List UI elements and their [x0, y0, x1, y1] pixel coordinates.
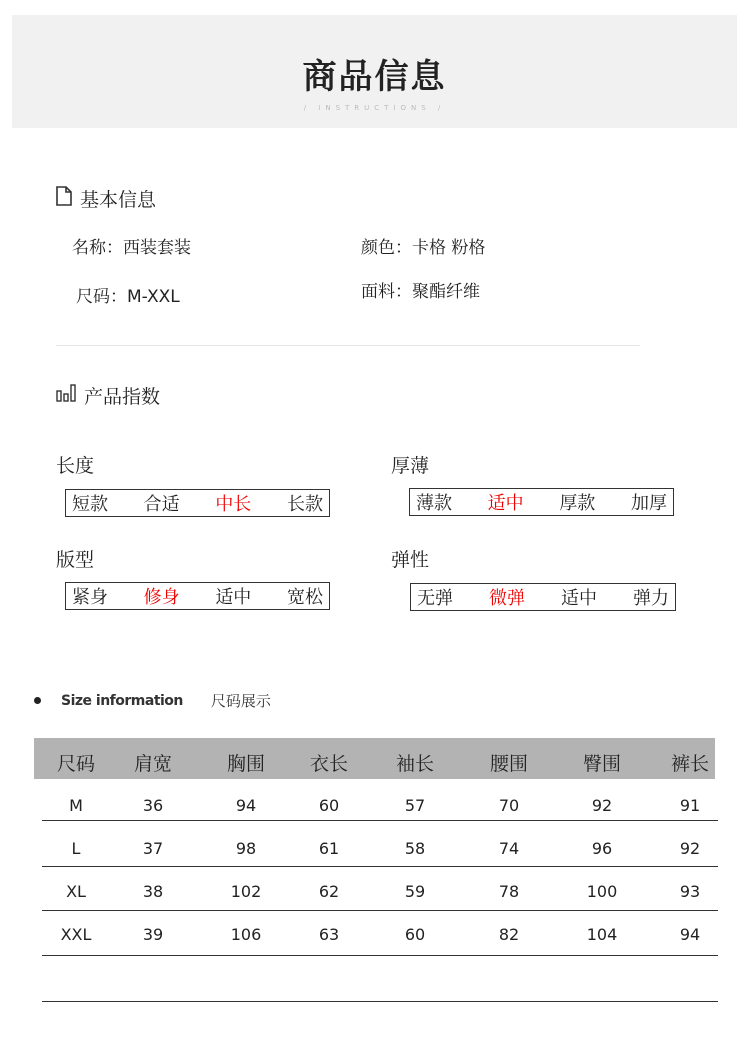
index-option: 无弹 [417, 588, 453, 609]
table-row-divider [42, 820, 718, 821]
table-cell: 62 [318, 882, 340, 901]
table-cell: 39 [142, 925, 164, 944]
table-cell: 60 [318, 796, 340, 815]
table-row-divider [42, 866, 718, 867]
index-scale-length [65, 489, 330, 517]
table-cell: 61 [318, 839, 340, 858]
product-index-heading [56, 382, 160, 409]
table-cell: 36 [142, 796, 164, 815]
index-label-length: 长度 [56, 455, 95, 477]
index-option: 短款 [72, 494, 108, 515]
index-option: 薄款 [416, 493, 452, 514]
bar-chart-icon [56, 384, 76, 407]
table-cell: 59 [404, 882, 426, 901]
table-cell: 96 [591, 839, 613, 858]
index-option: 宽松 [286, 587, 323, 608]
index-scale-thickness [409, 488, 674, 516]
table-cell: 94 [235, 796, 257, 815]
table-cell: 38 [142, 882, 164, 901]
index-option-selected: 适中 [487, 493, 524, 514]
info-size: 尺码：M-XXL [76, 287, 180, 307]
table-cell: 94 [679, 925, 701, 944]
index-option: 厚款 [559, 493, 596, 514]
table-cell: 58 [404, 839, 426, 858]
index-option-selected: 修身 [143, 587, 180, 608]
document-icon [56, 186, 72, 211]
table-cell: 98 [235, 839, 257, 858]
page-subtitle: / INSTRUCTIONS / [303, 104, 446, 112]
table-cell: 100 [586, 882, 618, 901]
index-option-selected: 中长 [215, 494, 252, 515]
table-cell: 57 [404, 796, 426, 815]
table-cell: 78 [498, 882, 520, 901]
info-name: 名称：西装套装 [72, 238, 191, 258]
size-info-title-en: Size information [61, 692, 183, 709]
table-cell: 93 [679, 882, 701, 901]
table-column-header: 胸围 [226, 753, 266, 775]
page-title: 商品信息 [302, 57, 447, 97]
table-cell: 60 [404, 925, 426, 944]
table-column-header: 裤长 [670, 753, 710, 775]
table-row-divider [42, 910, 718, 911]
table-cell: 74 [498, 839, 520, 858]
info-color: 颜色：卡格 粉格 [361, 238, 486, 258]
table-column-header: 尺码 [56, 753, 96, 775]
table-cell: 37 [142, 839, 164, 858]
size-info-heading [34, 690, 271, 711]
index-option: 加厚 [630, 493, 667, 514]
table-column-header: 肩宽 [133, 753, 173, 775]
index-scale-elasticity [410, 583, 676, 611]
index-option-selected: 微弹 [489, 588, 525, 609]
header-banner [12, 15, 737, 128]
index-option: 适中 [215, 587, 252, 608]
table-cell: XL [66, 882, 86, 901]
section-divider [56, 345, 640, 346]
info-fabric: 面料：聚酯纤维 [361, 282, 480, 302]
table-row-divider [42, 955, 718, 956]
table-cell: L [71, 839, 81, 858]
table-row-divider [42, 1001, 718, 1002]
index-label-thickness: 厚薄 [391, 455, 430, 477]
table-cell: M [69, 796, 83, 815]
index-option: 合适 [143, 494, 180, 515]
index-label-elasticity: 弹性 [391, 549, 430, 571]
table-column-header: 袖长 [395, 753, 435, 775]
table-column-header: 衣长 [309, 753, 349, 775]
index-option: 弹力 [633, 588, 669, 609]
table-cell: 106 [230, 925, 262, 944]
table-cell: 91 [679, 796, 701, 815]
size-info-title-cn: 尺码展示 [210, 692, 271, 710]
index-option: 紧身 [72, 587, 108, 608]
table-cell: 92 [679, 839, 701, 858]
basic-info-heading [56, 185, 156, 212]
table-cell: 63 [318, 925, 340, 944]
table-cell: XXL [60, 925, 92, 944]
table-cell: 104 [586, 925, 618, 944]
table-column-header: 臀围 [582, 753, 622, 775]
table-cell: 102 [230, 882, 262, 901]
bullet-icon [34, 697, 41, 704]
table-column-header: 腰围 [489, 753, 529, 775]
index-label-fit: 版型 [56, 549, 95, 571]
product-index-title: 产品指数 [84, 386, 161, 408]
index-option: 长款 [286, 494, 323, 515]
basic-info-title: 基本信息 [80, 189, 157, 211]
table-cell: 70 [498, 796, 520, 815]
index-option: 适中 [561, 588, 597, 609]
index-scale-fit [65, 582, 330, 610]
table-cell: 82 [498, 925, 520, 944]
table-cell: 92 [591, 796, 613, 815]
